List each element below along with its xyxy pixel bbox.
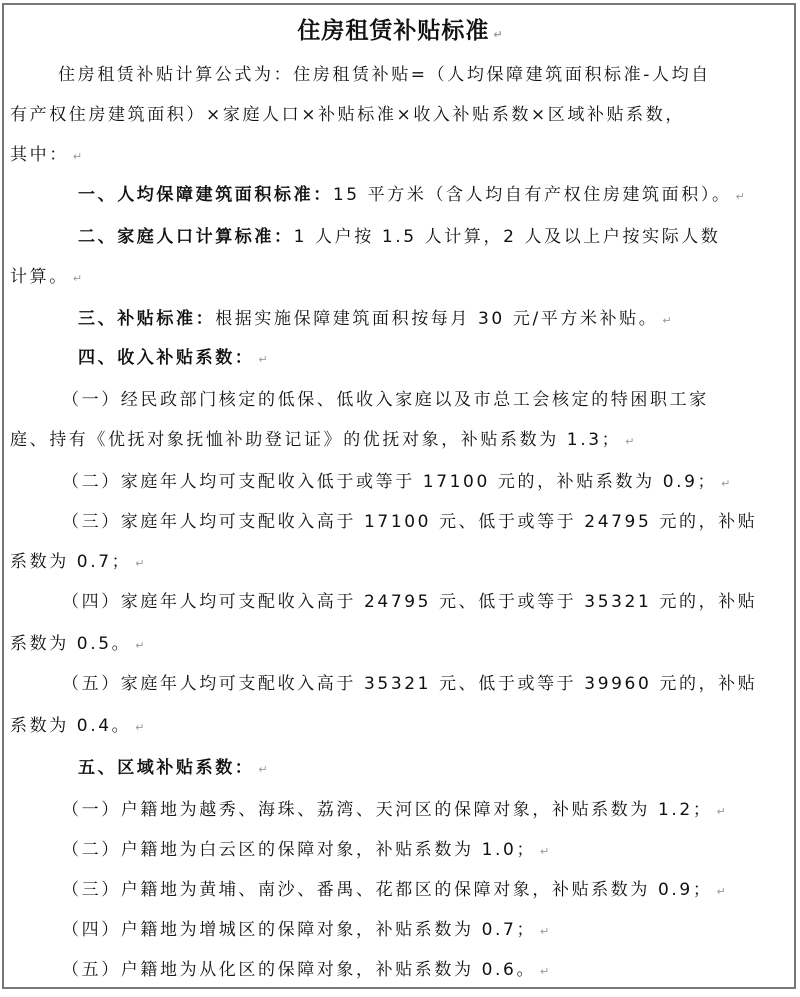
text-line <box>62 918 549 944</box>
text-line <box>62 958 549 984</box>
section-heading: 二、家庭人口计算标准： <box>78 227 294 247</box>
paragraph-mark-icon: ↵ <box>258 763 268 776</box>
paragraph-mark-icon: ↵ <box>540 845 550 858</box>
line-text: （三）家庭年人均可支配收入高于 17100 元、低于或等于 24795 元的，补贴 <box>62 512 758 532</box>
text-line <box>10 103 685 127</box>
paragraph-mark-icon: ↵ <box>716 805 726 818</box>
text-line <box>10 143 82 169</box>
text-line <box>10 265 82 291</box>
text-line <box>62 798 726 824</box>
text-line <box>62 470 730 496</box>
section-heading: 三、补贴标准： <box>78 309 216 329</box>
title-text: 住房租赁补贴标准 <box>297 18 490 44</box>
paragraph-mark-icon: ↵ <box>493 28 503 41</box>
text-line <box>78 307 672 333</box>
line-text: （三）户籍地为黄埔、南沙、番禺、花都区的保障对象，补贴系数为 0.9； <box>62 880 713 900</box>
line-text: 系数为 0.7； <box>10 552 132 572</box>
line-text: 住房租赁补贴计算公式为：住房租赁补贴=（人均保障建筑面积标准-人均自 <box>58 65 711 85</box>
text-line <box>58 63 711 87</box>
paragraph-mark-icon: ↵ <box>721 477 731 490</box>
paragraph-mark-icon: ↵ <box>716 885 726 898</box>
text-line <box>10 632 144 658</box>
paragraph-mark-icon: ↵ <box>135 721 145 734</box>
text-line <box>10 714 144 740</box>
line-text: 系数为 0.5。 <box>10 634 132 654</box>
paragraph-mark-icon: ↵ <box>135 557 145 570</box>
paragraph-mark-icon: ↵ <box>625 435 635 448</box>
line-text: （四）家庭年人均可支配收入高于 24795 元、低于或等于 35321 元的，补贴 <box>62 592 758 612</box>
text-line <box>62 838 549 864</box>
text-line <box>78 756 268 782</box>
line-text: （四）户籍地为增城区的保障对象，补贴系数为 0.7； <box>62 920 537 940</box>
text-line <box>62 388 709 412</box>
text-line <box>62 672 757 696</box>
paragraph-mark-icon: ↵ <box>662 314 672 327</box>
line-text: （一）户籍地为越秀、海珠、荔湾、天河区的保障对象，补贴系数为 1.2； <box>62 800 713 820</box>
document-title <box>0 12 800 45</box>
line-text: 庭、持有《优抚对象抚恤补助登记证》的优抚对象，补贴系数为 1.3； <box>10 430 622 450</box>
text-line <box>62 878 726 904</box>
paragraph-mark-icon: ↵ <box>258 353 268 366</box>
line-text: 系数为 0.4。 <box>10 716 132 736</box>
line-text: （五）家庭年人均可支配收入高于 35321 元、低于或等于 39960 元的，补贴 <box>62 674 758 694</box>
text-line <box>78 225 721 249</box>
text-line <box>78 346 268 372</box>
section-heading: 一、人均保障建筑面积标准： <box>78 185 333 205</box>
line-text: （五）户籍地为从化区的保障对象，补贴系数为 0.6。 <box>62 960 537 980</box>
text-line <box>62 590 757 614</box>
paragraph-mark-icon: ↵ <box>72 272 83 285</box>
paragraph-mark-icon: ↵ <box>540 925 550 938</box>
paragraph-mark-icon: ↵ <box>735 190 745 203</box>
text-line <box>62 510 757 534</box>
line-text: （二）户籍地为白云区的保障对象，补贴系数为 1.0； <box>62 840 537 860</box>
text-line <box>78 183 745 209</box>
line-text: 根据实施保障建筑面积按每月 30 元/平方米补贴。 <box>215 309 659 329</box>
text-line <box>10 550 144 576</box>
line-text: （一）经民政部门核定的低保、低收入家庭以及市总工会核定的特困职工家 <box>62 390 709 410</box>
section-heading: 五、区域补贴系数： <box>78 758 255 778</box>
line-text: 其中： <box>10 145 69 165</box>
line-text: 1 人户按 1.5 人计算，2 人及以上户按实际人数 <box>293 227 721 247</box>
paragraph-mark-icon: ↵ <box>540 965 550 978</box>
paragraph-mark-icon: ↵ <box>72 150 83 163</box>
section-heading: 四、收入补贴系数： <box>78 348 255 368</box>
line-text: 计算。 <box>10 267 69 287</box>
line-text: 15 平方米（含人均自有产权住房建筑面积）。 <box>332 185 732 205</box>
line-text: 有产权住房建筑面积）×家庭人口×补贴标准×收入补贴系数×区域补贴系数， <box>10 105 685 125</box>
line-text: （二）家庭年人均可支配收入低于或等于 17100 元的，补贴系数为 0.9； <box>62 472 718 492</box>
text-line <box>10 428 634 454</box>
paragraph-mark-icon: ↵ <box>135 639 145 652</box>
